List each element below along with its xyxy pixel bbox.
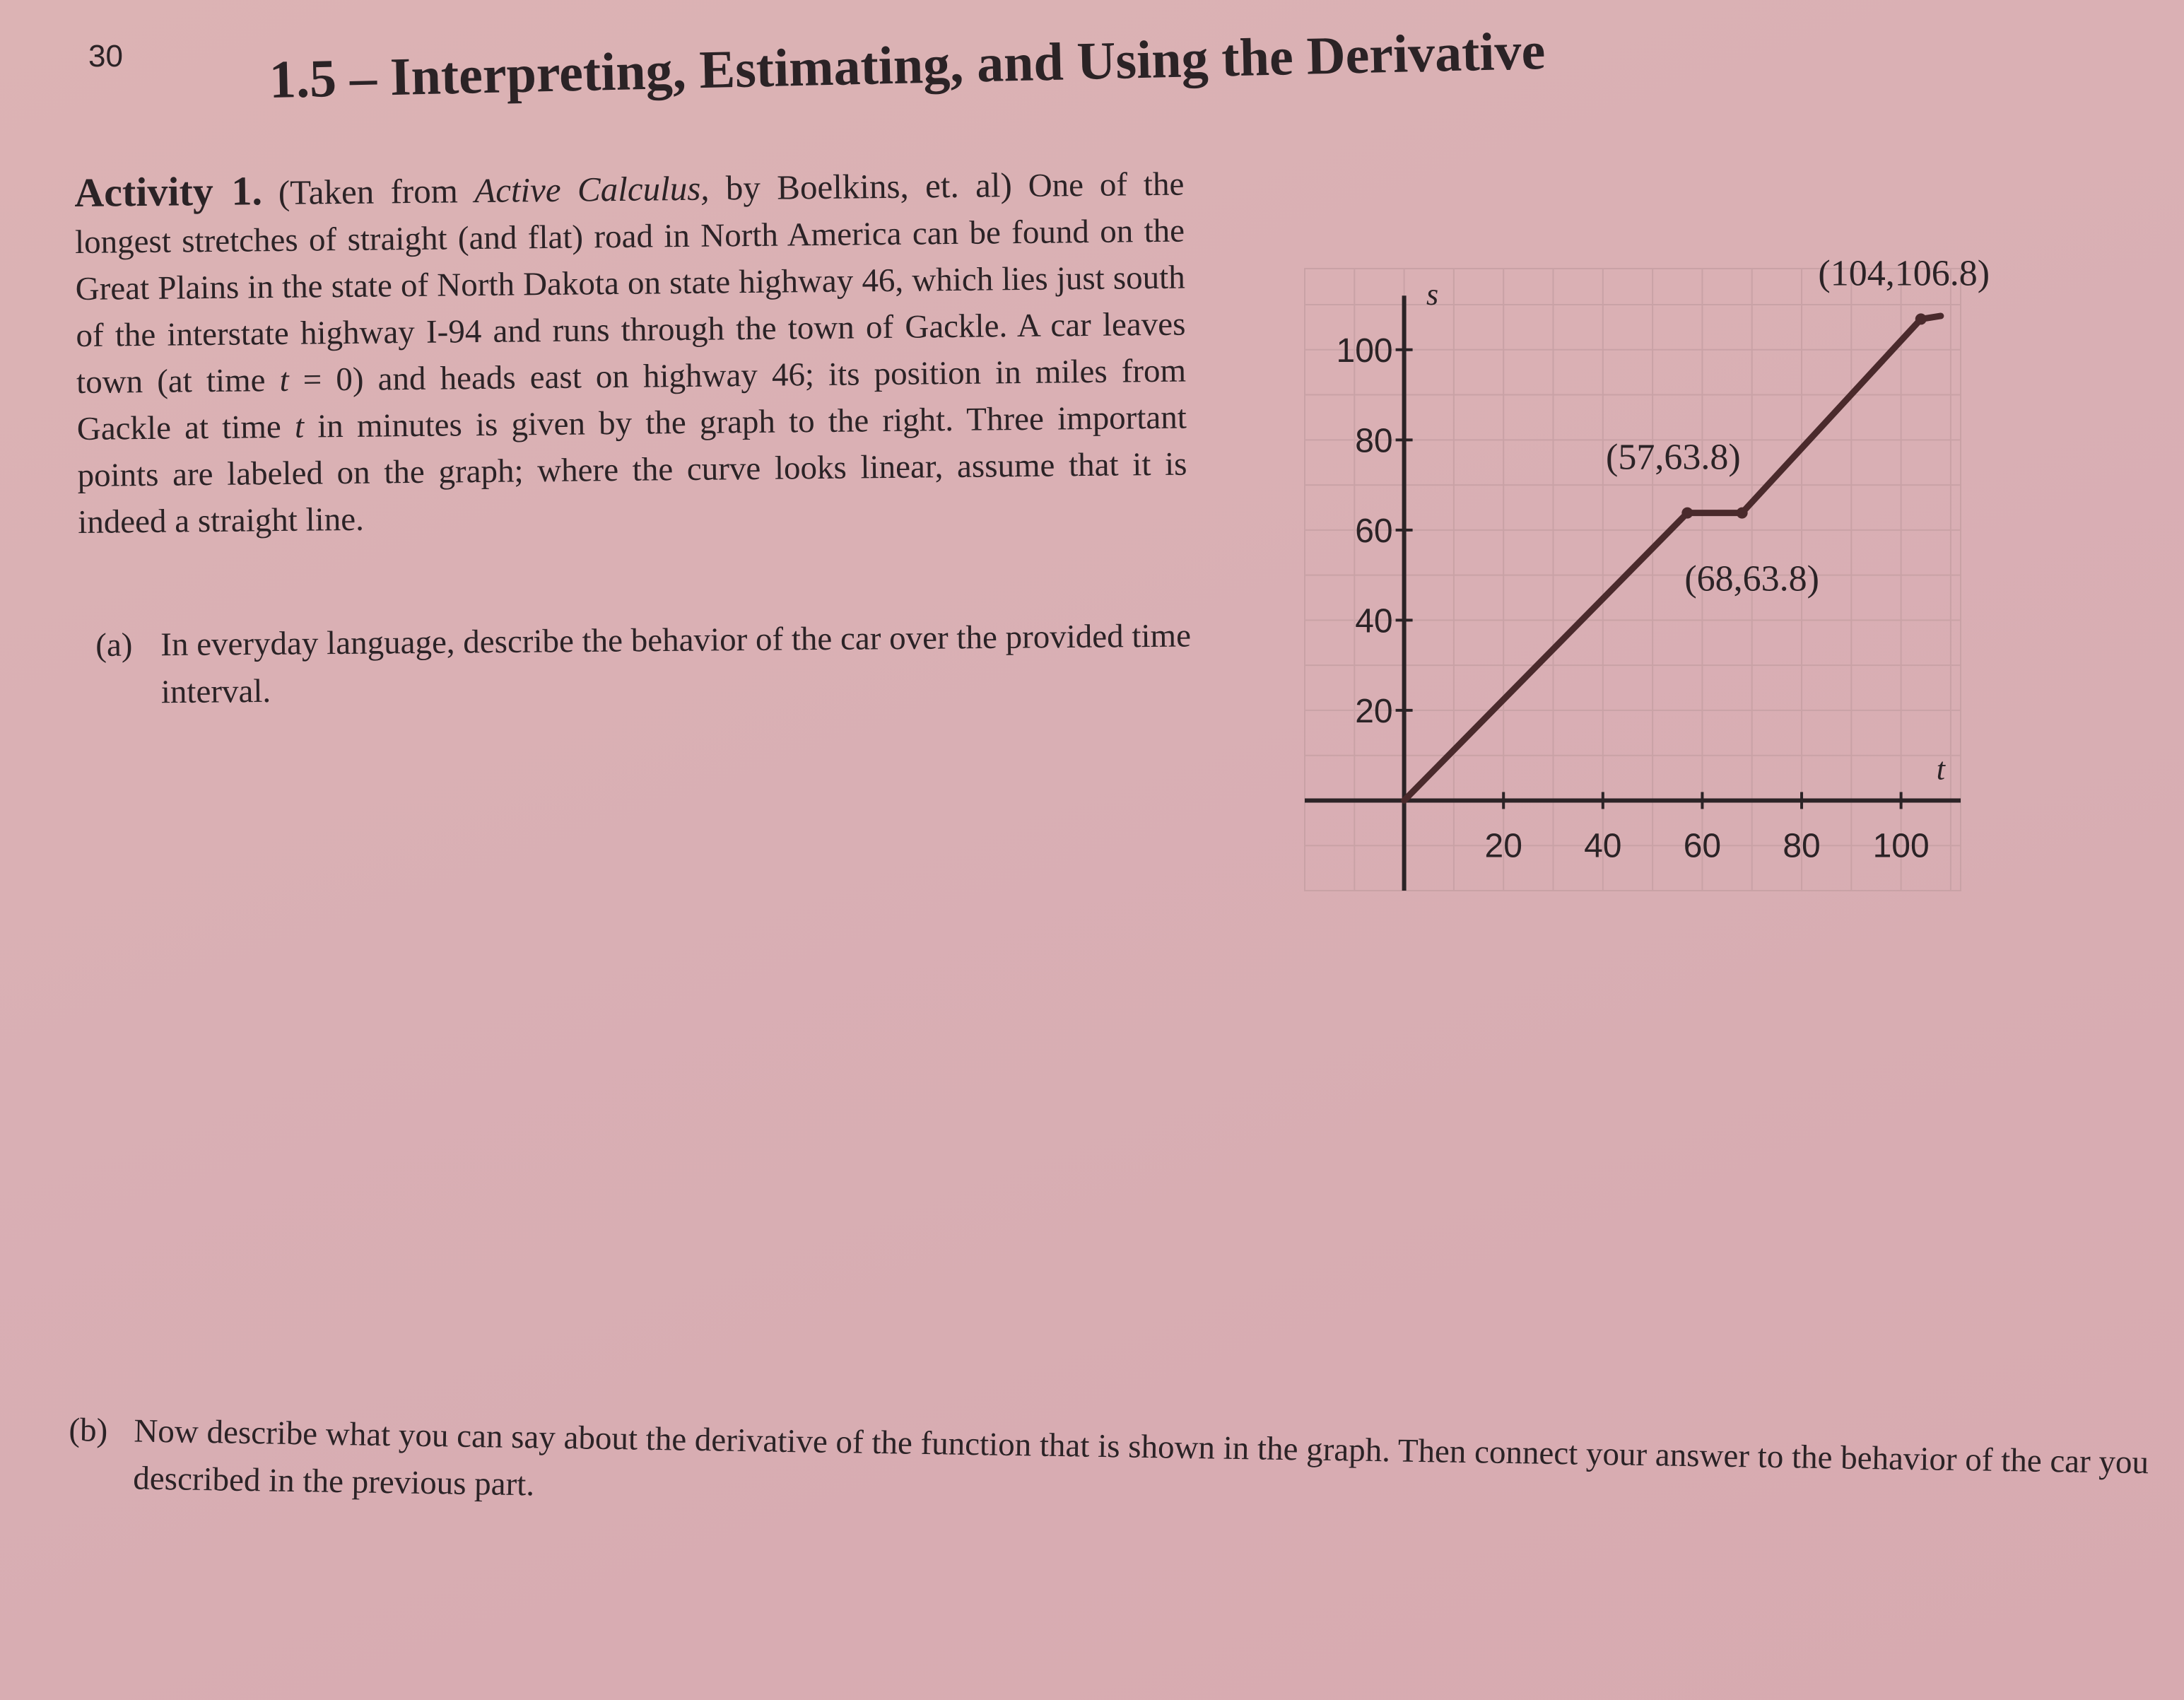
y-tick-label: 20 (1355, 692, 1393, 730)
part-a-text: In everyday language, describe the behavior of the car over the provided time interval. (160, 617, 1192, 711)
y-tick-label: 80 (1355, 422, 1393, 460)
x-tick-label: 80 (1783, 827, 1821, 865)
x-tick-label: 40 (1584, 827, 1622, 865)
labeled-point (1681, 508, 1693, 519)
labeled-point (1915, 313, 1927, 324)
section-title: 1.5 – Interpreting, Estimating, and Using the Derivative (269, 21, 1546, 110)
activity-text-3: in minutes is given by the graph to the right. Three important points are labeled on the graph; where the curve looks linear, assume that it is indeed a straight line. (77, 399, 1187, 541)
y-tick-label: 100 (1336, 332, 1393, 370)
point-label: (68,63.8) (1684, 558, 1819, 599)
graph-curve (1404, 313, 1941, 800)
activity-text-1: One of the longest stretches of straight (and flat) road in North America can be found on the Great Plains in the state of North Dakota on state highway 46, which lies just south of the interstate highway I-94 and runs through the town of Gackle. A car leaves town (at time (74, 165, 1186, 401)
activity-paragraph (74, 158, 1187, 546)
activity-source (278, 165, 1012, 212)
x-tick-label: 100 (1872, 827, 1930, 865)
y-axis-label: s (1426, 277, 1439, 312)
x-tick-label: 20 (1484, 827, 1522, 865)
source-prefix: (Taken from (278, 171, 459, 212)
activity-heading: Activity 1. (74, 168, 263, 216)
part-a-marker: (a) (95, 626, 133, 664)
x-axis-label: t (1936, 751, 1945, 787)
position-curve (1404, 316, 1941, 801)
part-a (95, 612, 1239, 717)
y-tick-label: 40 (1355, 602, 1393, 640)
x-tick-label: 60 (1683, 827, 1722, 865)
part-b (68, 1407, 2184, 1535)
activity-text-2: = 0) and heads east on highway 46; its position in miles from Gackle at time (76, 352, 1187, 447)
source-suffix: by Boelkins, et. al) (725, 165, 1013, 208)
point-label: (104,106.8) (1818, 253, 1990, 294)
position-graph (1293, 198, 1990, 905)
time-variable-2: t (294, 408, 305, 445)
part-b-marker: (b) (69, 1411, 108, 1449)
y-tick-label: 60 (1355, 512, 1393, 550)
time-variable: t (279, 361, 289, 399)
source-book: Active Calculus, (474, 168, 710, 211)
point-label: (57,63.8) (1606, 437, 1741, 478)
part-b-text: Now describe what you can say about the derivative of the function that is shown in the graph. Then connect your answer to the behavior of the car you described in the previous part. (133, 1412, 2149, 1503)
page-number: 30 (88, 39, 123, 74)
labeled-point (1737, 508, 1748, 519)
graph-ticks (1337, 332, 1930, 865)
